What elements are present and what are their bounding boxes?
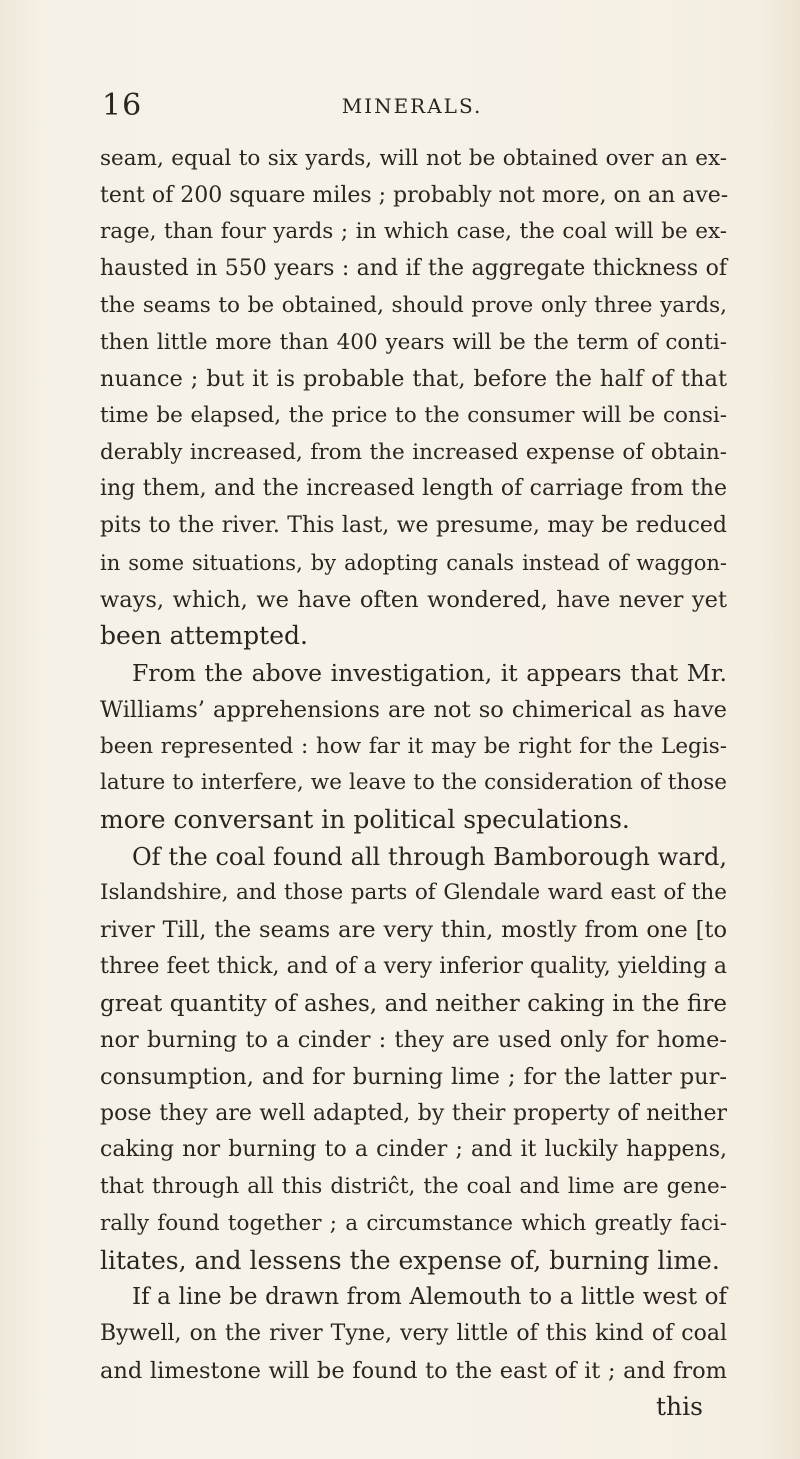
text-line: three feet thick, and of a very inferior quality, yielding a: [100, 953, 727, 979]
text-line: derably increased, from the increased expense of obtain-: [100, 439, 727, 465]
text-line: consumption, and for burning lime ; for the latter pur-: [100, 1063, 727, 1090]
catchword: this: [656, 1392, 703, 1422]
text-line: nuance ; but it is probable that, before the half of that: [100, 366, 727, 393]
text-line: ing them, and the increased length of carriage from the: [100, 476, 727, 502]
text-line: seam, equal to six yards, will not be obtained over an ex-: [100, 146, 727, 171]
page-header: [100, 88, 700, 128]
text-line: more conversant in political speculations.: [100, 804, 630, 834]
page-number: 16: [102, 88, 143, 123]
text-line: ways, which, we have often wondered, have never yet: [100, 586, 727, 613]
body-text: [100, 141, 727, 1426]
text-line: caking nor burning to a cinder ; and it luckily happens,: [100, 1137, 727, 1163]
text-line: pose they are well adapted, by their property of neither: [100, 1100, 727, 1126]
paragraph-first-line: From the above investigation, it appears that Mr.: [132, 659, 727, 688]
running-head: MINERALS.: [341, 94, 483, 118]
text-line: great quantity of ashes, and neither caking in the fire: [100, 990, 727, 1017]
text-line: then little more than 400 years will be the term of conti-: [100, 329, 727, 355]
text-line: and limestone will be found to the east of it ; and from: [100, 1357, 727, 1384]
text-line: nor burning to a cinder : they are used only for home-: [100, 1027, 727, 1054]
text-line: tent of 200 square miles ; probably not more, on an ave-: [100, 182, 729, 208]
text-line: river Till, the seams are very thin, mostly from one [to: [100, 917, 727, 944]
paragraph-first-line: If a line be drawn from Alemouth to a little west of: [132, 1284, 727, 1311]
text-line: lature to interfere, we leave to the consideration of those: [100, 770, 727, 796]
text-line: rally found together ; a circumstance which greatly faci-: [100, 1210, 727, 1236]
text-line: Williams’ apprehensions are not so chimerical as have: [100, 696, 727, 723]
text-line: in some situations, by adopting canals instead of waggon-: [100, 550, 727, 575]
text-line: that through all this distriĉt, the coal and lime are gene-: [100, 1174, 727, 1200]
text-line: time be elapsed, the price to the consumer will be consi-: [100, 403, 727, 429]
text-line: pits to the river. This last, we presume, may be reduced: [100, 513, 727, 539]
text-line: hausted in 550 years : and if the aggregate thickness of: [100, 256, 727, 282]
text-line: Islandshire, and those parts of Glendale ward east of the: [100, 880, 727, 906]
text-line: rage, than four yards ; in which case, the coal will be ex-: [100, 219, 727, 245]
text-line: litates, and lessens the expense of, burning lime.: [100, 1245, 720, 1275]
paragraph-first-line: Of the coal found all through Bamborough ward,: [132, 842, 727, 871]
text-line: Bywell, on the river Tyne, very little of this kind of coal: [100, 1321, 727, 1346]
text-line: been attempted.: [100, 621, 308, 651]
text-line: the seams to be obtained, should prove only three yards,: [100, 292, 727, 318]
text-line: been represented : how far it may be right for the Legis-: [100, 733, 727, 759]
